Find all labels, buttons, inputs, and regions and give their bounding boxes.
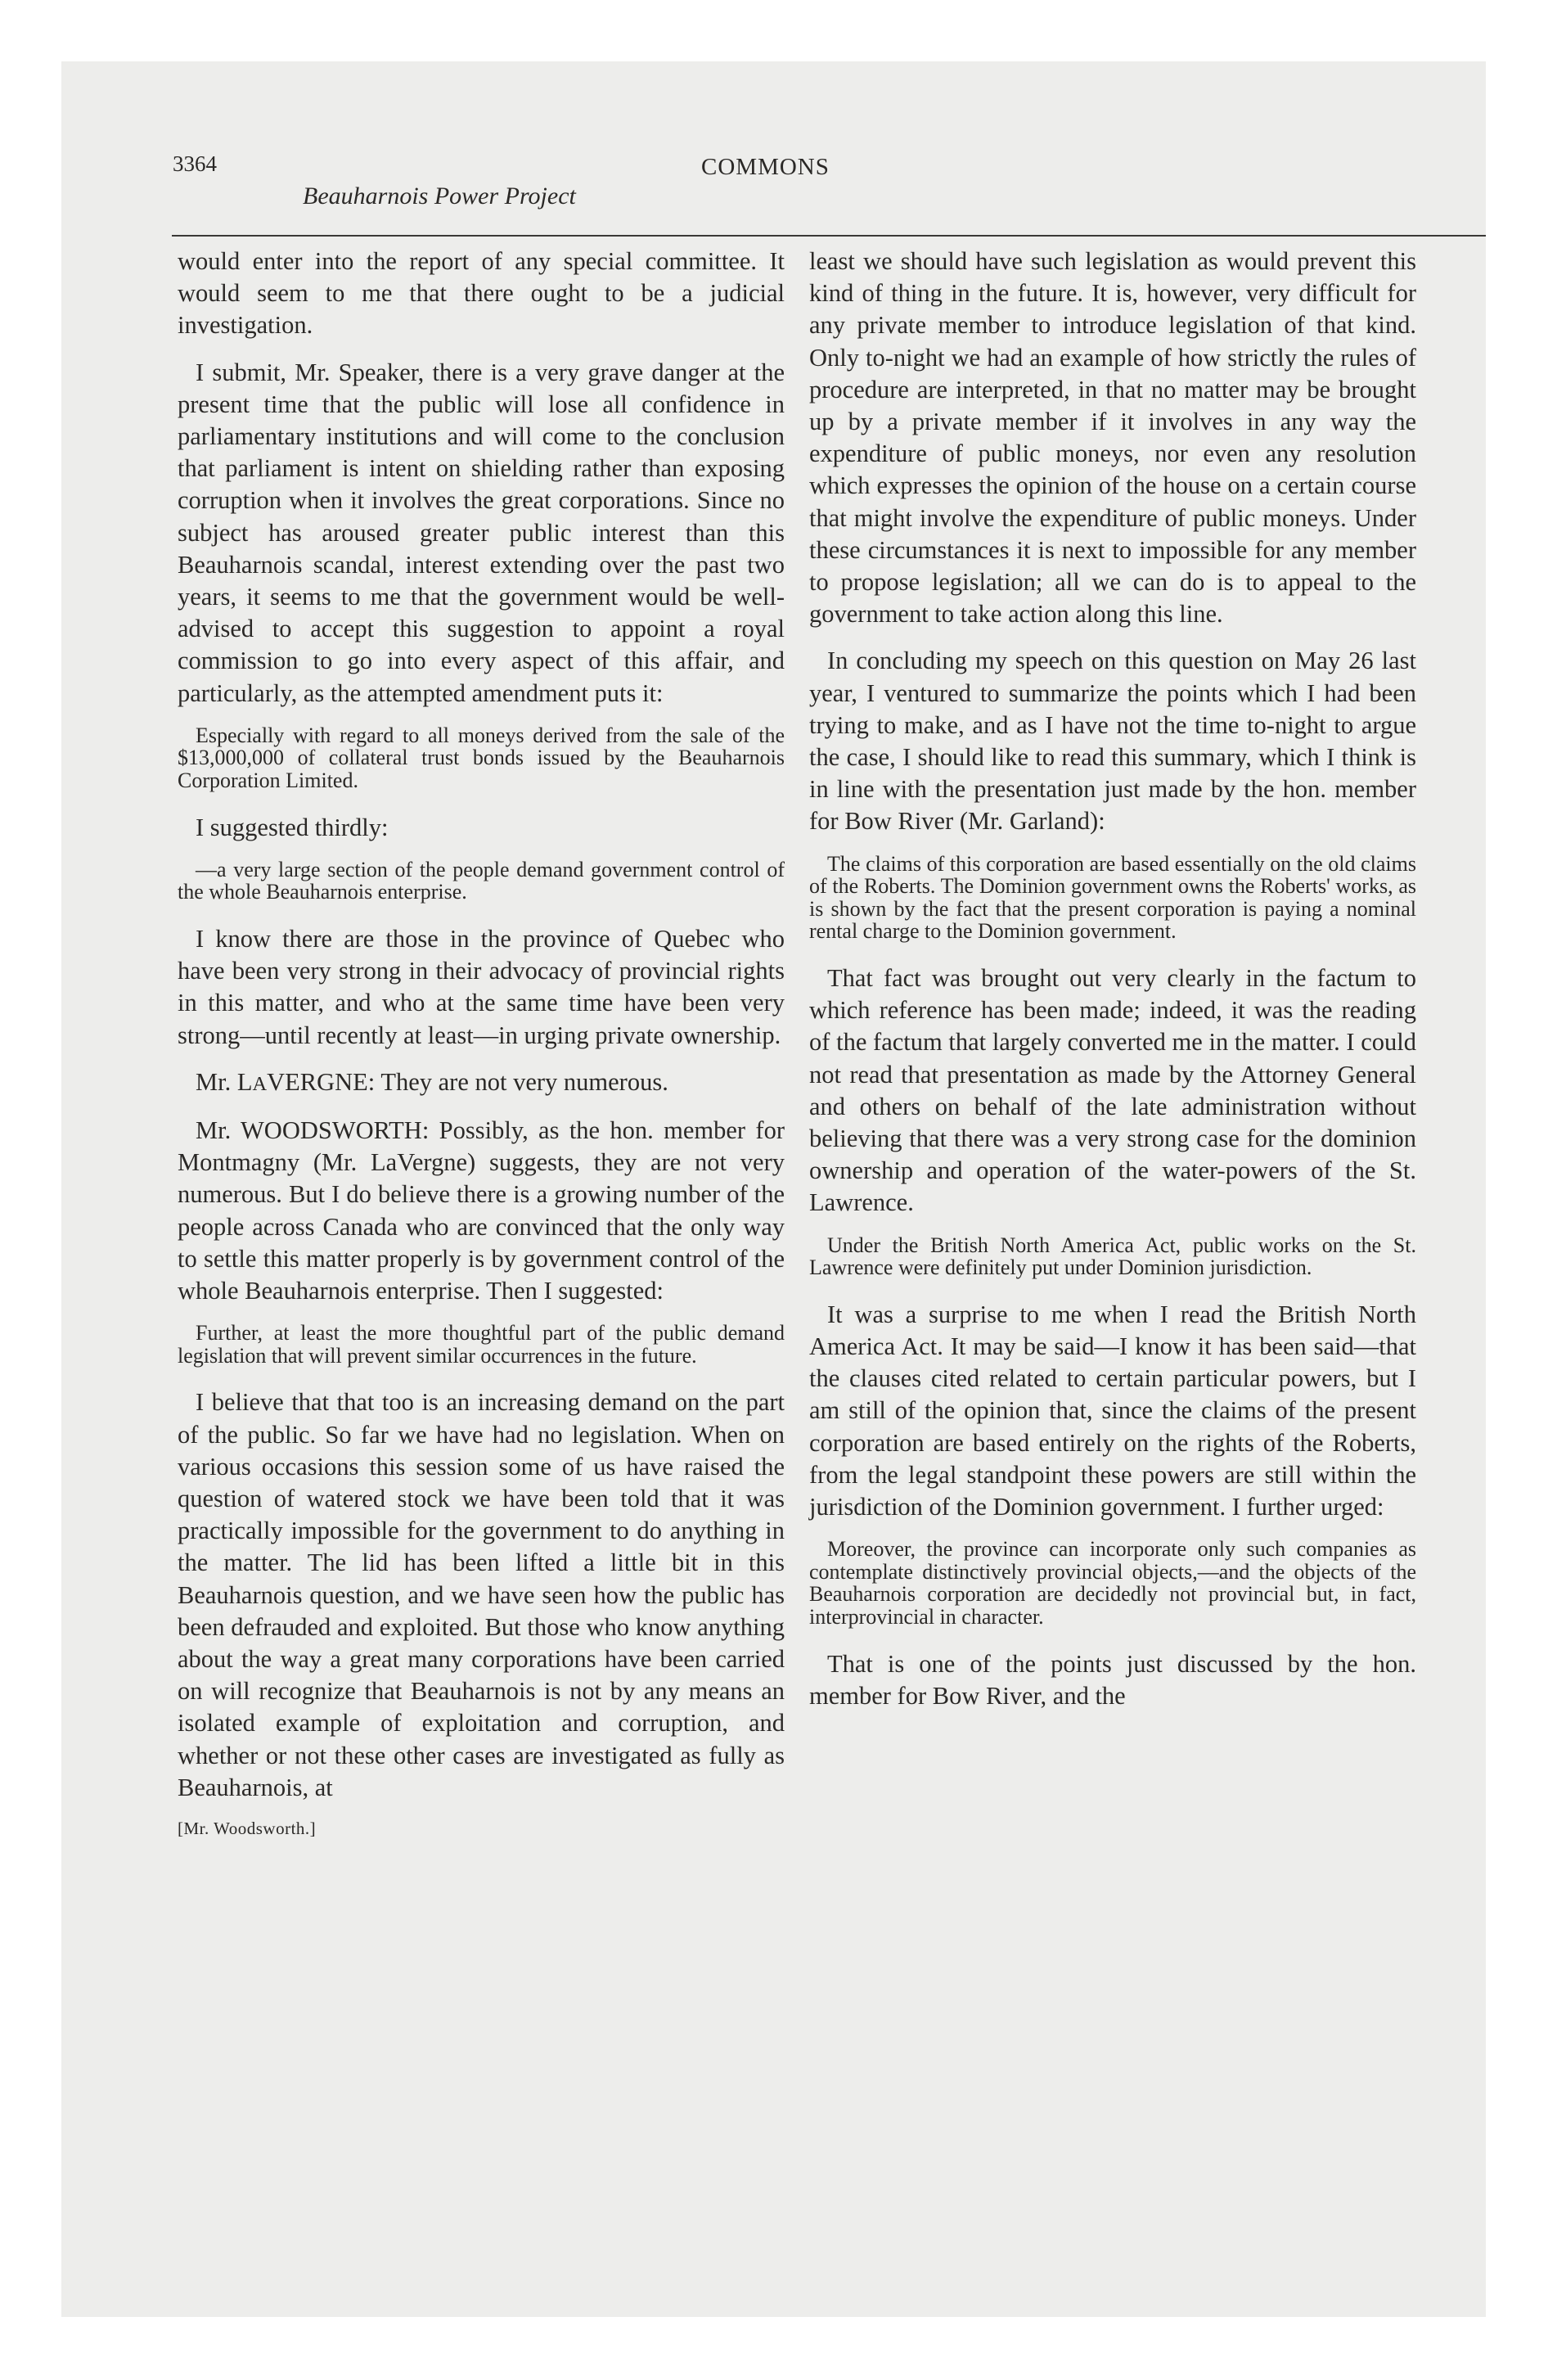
speaker-name: Mr. WOODSWORTH: — [196, 1116, 430, 1145]
paragraph: I submit, Mr. Speaker, there is a very grave danger at the present time that the public will lose all confidence in parliamentary institutions and will come to the conclusion that parliament is intent on shielding rather than exposing corruption when it involves the great corporations. Since no subject has aroused greater public interest than this Beauharnois scandal, interest extending over the past two years, it seems to me that the government would be well-advised to accept this suggestion to appoint a royal commission to go into every aspect of this affair, and particularly, as the attempted amendment puts it: — [178, 358, 785, 707]
paragraph: That is one of the points just discussed by the hon. member for Bow River, and the — [809, 1649, 1416, 1710]
paragraph: It was a surprise to me when I read the British North America Act. It may be said—I know it has been said—that the clauses cited related to certain particular powers, but I am still of the opinion that, since the claims of the present corporation are based entirely on the rights of the Roberts, from the legal standpoint these powers are still within the jurisdiction of the Dominion government. I further urged: — [809, 1300, 1416, 1521]
block-quote: Under the British North America Act, public works on the St. Lawrence were definitely put under Dominion jurisdiction. — [809, 1233, 1416, 1280]
page-number: 3364 — [173, 151, 217, 176]
page-scan — [61, 61, 1486, 2317]
speech-text: They are not very numerous. — [375, 1067, 668, 1096]
block-quote: Especially with regard to all moneys derived from the sale of the $13,000,000 of collateral trust bonds issued by the Beauharnois Corporation Limited. — [178, 723, 785, 793]
speaker-name: Mr. LAVERGNE: — [196, 1067, 376, 1096]
block-quote: Further, at least the more thoughtful part of the public demand legislation that will prevent similar occurrences in the future. — [178, 1321, 785, 1368]
header-rule — [172, 235, 1486, 237]
block-quote: The claims of this corporation are based essentially on the old claims of the Roberts. The Dominion government owns the Roberts' works, as is shown by the fact that the present corporation is paying a nominal rental charge to the Dominion government. — [809, 851, 1416, 944]
speech-woodsworth — [178, 1115, 785, 1307]
running-subject: Beauharnois Power Project — [303, 183, 576, 210]
paragraph: In concluding my speech on this question on May 26 last year, I ventured to summarize the points which I had been trying to make, and as I have not the time to-night to argue the case, I should like to read this summary, which I think is in line with the presentation just made by the hon. member for Bow River (Mr. Garland): — [809, 647, 1416, 836]
paragraph: I know there are those in the province of Quebec who have been very strong in their advocacy of provincial rights in this matter, and who at the same time have been very strong—until recently at least—in urging private ownership. — [178, 925, 785, 1049]
speech-lavergne — [178, 1066, 785, 1100]
speech-text: Possibly, as the hon. member for Montmagny (Mr. LaVergne) suggests, they are not very numerous. But I do believe there is a growing number of the people across Canada who are convinced that the only way to settle this matter properly is by government control of the whole Beauharnois enterprise. Then I suggested: — [178, 1116, 785, 1305]
paragraph: least we should have such legislation as would prevent this kind of thing in the future. It is, however, very difficult for any private member to introduce legislation of that kind. Only to-night we had an example of how strictly the rules of procedure are interpreted, in that no matter may be brought up by a private member if it involves in any way the expenditure of public moneys, nor even any resolution which expresses the opinion of the house on a certain course that might involve the expenditure of public moneys. Under these circumstances it is next to impossible for any member to propose legislation; all we can do is to appeal to the government to take action along this line. — [809, 247, 1416, 629]
block-quote: Moreover, the province can incorporate only such companies as contemplate distinctively provincial objects,—and the objects of the Beauharnois corporation are decidedly not provincial but, in fact, interprovincial in character. — [809, 1537, 1416, 1629]
right-column — [809, 246, 1416, 1727]
left-column — [178, 246, 785, 1839]
paragraph: I suggested thirdly: — [196, 813, 389, 841]
paragraph: I believe that that too is an increasing demand on the part of the public. So far we have had no legislation. When on various occasions this session some of us have raised the question of watered stock we have been told that it was practically impossible for the government to do anything in the matter. The lid has been lifted a little bit in this Beauharnois question, and we have seen how the public has been defrauded and exploited. But those who know anything about the way a great many corporations have been carried on will recognize that Beauharnois is not by any means an isolated example of exploitation and corruption, and whether or not these other cases are investigated as fully as Beauharnois, at — [178, 1388, 785, 1801]
paragraph: would enter into the report of any special committee. It would seem to me that there ought to be a judicial investigation. — [178, 247, 785, 340]
speaker-footer: [Mr. Woodsworth.] — [178, 1819, 317, 1839]
chamber-title: COMMONS — [701, 154, 830, 180]
page-header — [61, 61, 1486, 237]
paragraph: That fact was brought out very clearly in the factum to which reference has been made; indeed, it was the reading of the factum that largely converted me in the matter. I could not read that presentation as made by the Attorney General and others on behalf of the late administration without believing that there was a very strong case for the dominion ownership and operation of the water-powers of the St. Lawrence. — [809, 964, 1416, 1217]
block-quote: —a very large section of the people demand government control of the whole Beauharnois enterprise. — [178, 857, 785, 904]
